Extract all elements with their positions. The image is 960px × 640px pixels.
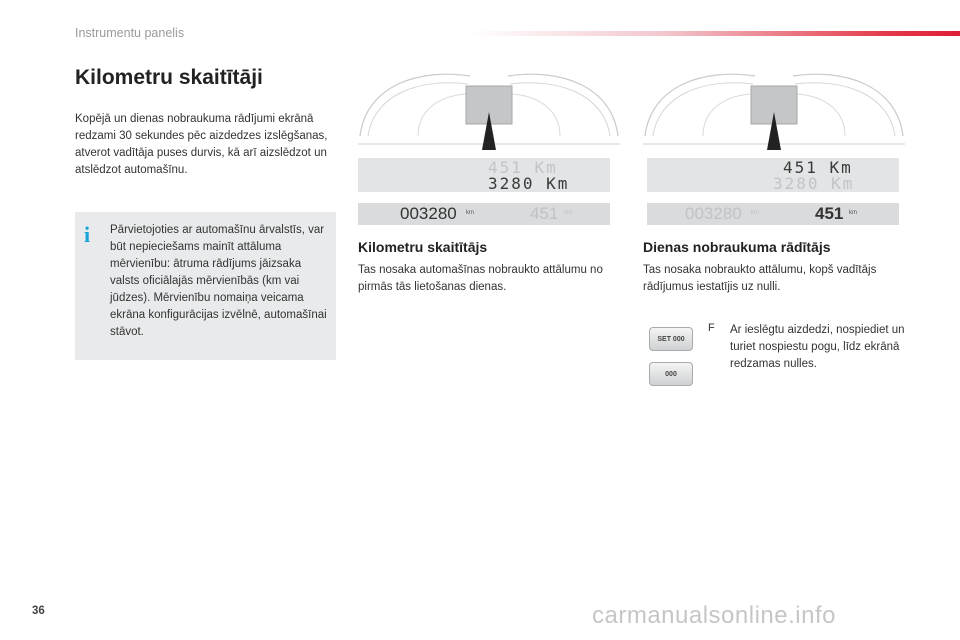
odometer-panel [358,66,620,293]
lcd-trip-line: 451 Km [488,158,558,177]
trip-value: 451 [815,204,844,223]
info-icon: i [84,222,91,247]
odometer-text: Tas nosaka automašīnas nobraukto attālumu no pirmās tās lietošanas dienas. [358,264,603,293]
info-text: Pārvietojoties ar automašīnu ārvalstīs, var būt nepieciešams mainīt attāluma mērvienību: ātruma rādījums jāizsaka valsts oficiālajās mērvienībās (km vai jūdzes). Mērvienību nomaiņa veicama ekrāna konfigurācijas izvēlnē, automašīnai stāvot. [110,224,327,338]
zero-button-image: 000 [649,362,693,386]
header-divider [470,31,960,36]
lcd-display [647,158,899,192]
lcd-display [358,158,610,192]
section-header: Instrumentu panelis [75,26,185,40]
total-value: 003280 [400,204,457,223]
watermark: carmanualsonline.info [592,602,836,629]
lcd-total-line: 3280 Km [773,174,855,193]
total-value: 003280 [685,204,742,223]
total-unit: km [751,210,759,216]
lcd-total-line: 3280 Km [488,174,570,193]
trip-unit: km [849,210,857,216]
lcd-trip-line: 451 Km [783,158,853,177]
dashboard-illustration [358,66,620,156]
intro-paragraph: Kopējā un dienas nobraukuma rādījumi ekrānā redzami 30 sekundes pēc aizdedzes izslēgšanas, atverot vadītāja puses durvis, kā arī aizslēdzot un atslēdzot automašīnu. [75,113,328,176]
trip-text: Tas nosaka nobraukto attālumu, kopš vadītājs rādījumus iestatījis uz nulli. [643,264,877,293]
set-zero-button-image: SET 000 [649,327,693,351]
trip-panel [643,66,905,293]
odometer-strip [358,203,610,225]
odometer-title: Kilometru skaitītājs [358,239,488,255]
bullet-icon: F [708,322,715,334]
odometer-strip [647,203,899,225]
total-unit: km [466,210,474,216]
page-number: 36 [32,605,45,617]
trip-title: Dienas nobraukuma rādītājs [643,239,831,255]
dashboard-illustration [643,66,905,156]
reset-instruction: Ar ieslēgtu aizdedzi, nospiediet un turiet nospiestu pogu, līdz ekrānā redzamas nulles. [730,324,905,370]
trip-value: 451 [530,204,559,223]
page-title: Kilometru skaitītāji [75,66,263,89]
trip-unit: km [564,210,572,216]
